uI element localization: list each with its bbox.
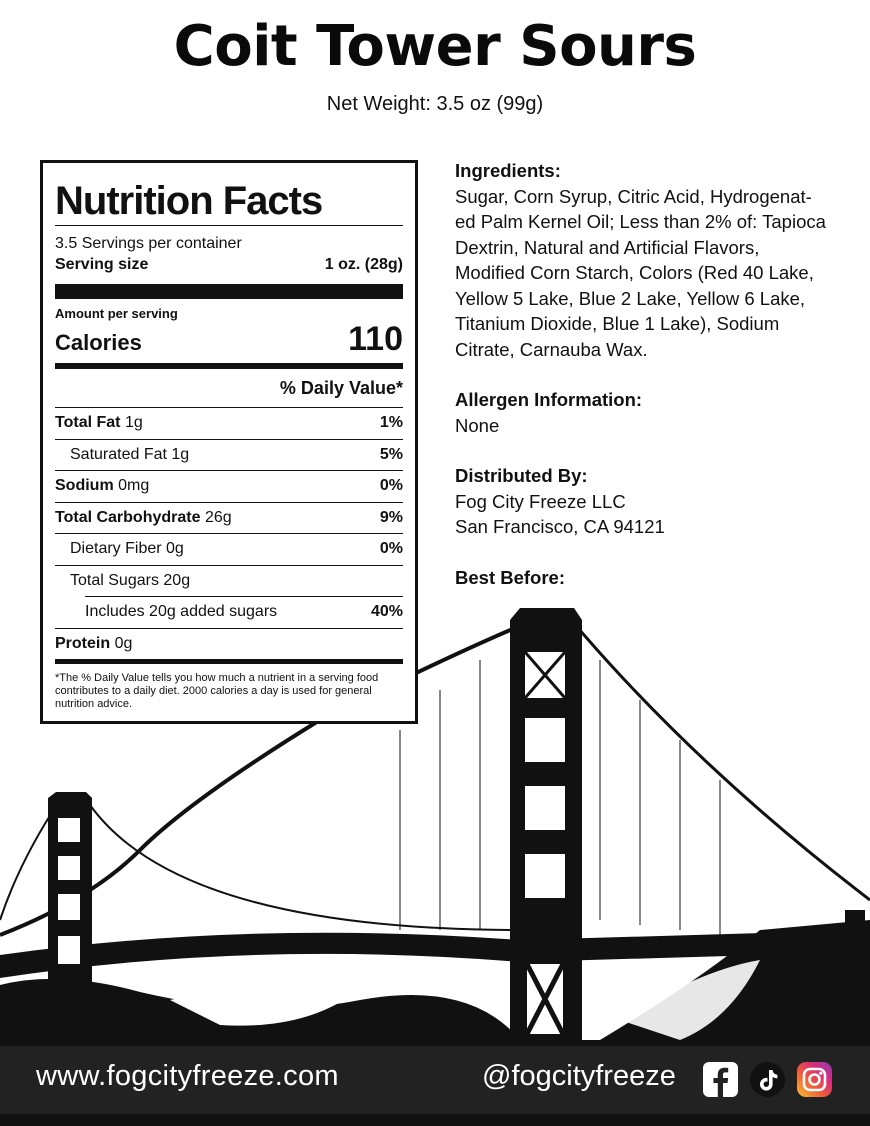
distributor-name: Fog City Freeze LLC [455,490,626,512]
instagram-icon[interactable] [797,1062,832,1097]
ingredients-line: Titanium Dioxide, Blue 1 Lake), Sodium [455,313,780,334]
nutrient-row-total-carbohydrate [55,502,403,534]
nutrition-facts-panel [40,160,418,724]
nutrient-amount: 1g [124,414,143,432]
nutrient-amount: 0g [166,540,184,558]
ingredients-section [455,158,855,362]
nutrient-percent: 9% [379,508,403,526]
facebook-icon[interactable] [703,1062,738,1097]
social-handle[interactable]: @fogcityfreeze [482,1060,676,1092]
nutrient-percent: 40% [370,603,403,621]
nutrient-percent: 0% [379,540,403,558]
best-before-heading: Best Before: [455,566,565,588]
calories-row [55,321,403,357]
amount-per-serving: Amount per serving [55,306,178,321]
distributor-address: San Francisco, CA 94121 [455,516,665,537]
nutrient-label: Sodium [55,477,114,495]
nutrient-amount: 20g [163,571,191,589]
calories-value: 110 [348,320,403,358]
calories-label: Calories [55,330,142,355]
nutrient-row-dietary-fiber [55,533,403,565]
serving-size-value: 1 oz. (28g) [324,256,403,273]
nutrient-row-protein [55,628,403,660]
nutrient-percent: 1% [379,414,403,432]
nutrient-row-sodium [55,470,403,502]
nutrient-row-saturated-fat [55,439,403,471]
nutrient-label: Total Sugars [70,571,159,589]
nutrient-label: Total Fat [55,414,121,432]
ingredients-line: Sugar, Corn Syrup, Citric Acid, Hydrogenat- [455,185,812,207]
nutrient-label: Dietary Fiber [70,540,162,558]
nutrient-label: Includes 20g added sugars [85,603,278,621]
tiktok-icon[interactable] [750,1062,785,1097]
distributor-section [455,463,855,540]
nutrition-facts-title: Nutrition Facts [55,179,323,223]
serving-size-label: Serving size [55,256,149,273]
best-before-section [455,565,855,591]
daily-value-footnote: *The % Daily Value tells you how much a nutrient in a serving food contributes to a daily diet. 2000 calories a day is used for general nutrition advice. [55,672,379,710]
allergen-heading: Allergen Information: [455,389,643,410]
distributor-heading: Distributed By: [455,465,588,486]
nutrient-label: Protein [55,634,111,652]
nutrient-amount: 26g [204,508,232,526]
allergen-section [455,387,855,438]
ingredients-line: Dextrin, Natural and Artificial Flavors, [455,236,760,258]
servings-per-container: 3.5 Servings per container [55,235,242,252]
allergen-value: None [455,414,500,436]
product-info [455,158,855,615]
nutrient-label: Saturated Fat [70,445,167,463]
nutrient-percent: 5% [379,445,403,463]
nutrient-row-total-sugars [55,565,403,597]
ingredients-line: Modified Corn Starch, Colors (Red 40 Lake, [455,262,814,283]
ingredients-heading: Ingredients: [455,160,561,181]
nutrient-label: Total Carbohydrate [55,508,201,526]
nutrient-amount: 0g [114,634,133,652]
nutrient-row-total-fat [55,407,403,439]
product-title: Coit Tower Sours [173,14,697,79]
ingredients-line: Citrate, Carnauba Wax. [455,338,648,360]
nutrient-amount: 1g [171,445,190,463]
website-link[interactable]: www.fogcityfreeze.com [36,1060,339,1092]
ingredients-line: ed Palm Kernel Oil; Less than 2% of: Tapioca [455,211,826,232]
nutrient-amount: 0mg [118,477,150,495]
ingredients-line: Yellow 5 Lake, Blue 2 Lake, Yellow 6 Lake, [455,287,806,309]
daily-value-header: % Daily Value* [279,378,403,398]
nutrient-row-added-sugars [55,596,403,628]
nutrient-percent: 0% [379,477,403,495]
serving-size [55,254,403,276]
net-weight: Net Weight: 3.5 oz (99g) [326,93,544,115]
